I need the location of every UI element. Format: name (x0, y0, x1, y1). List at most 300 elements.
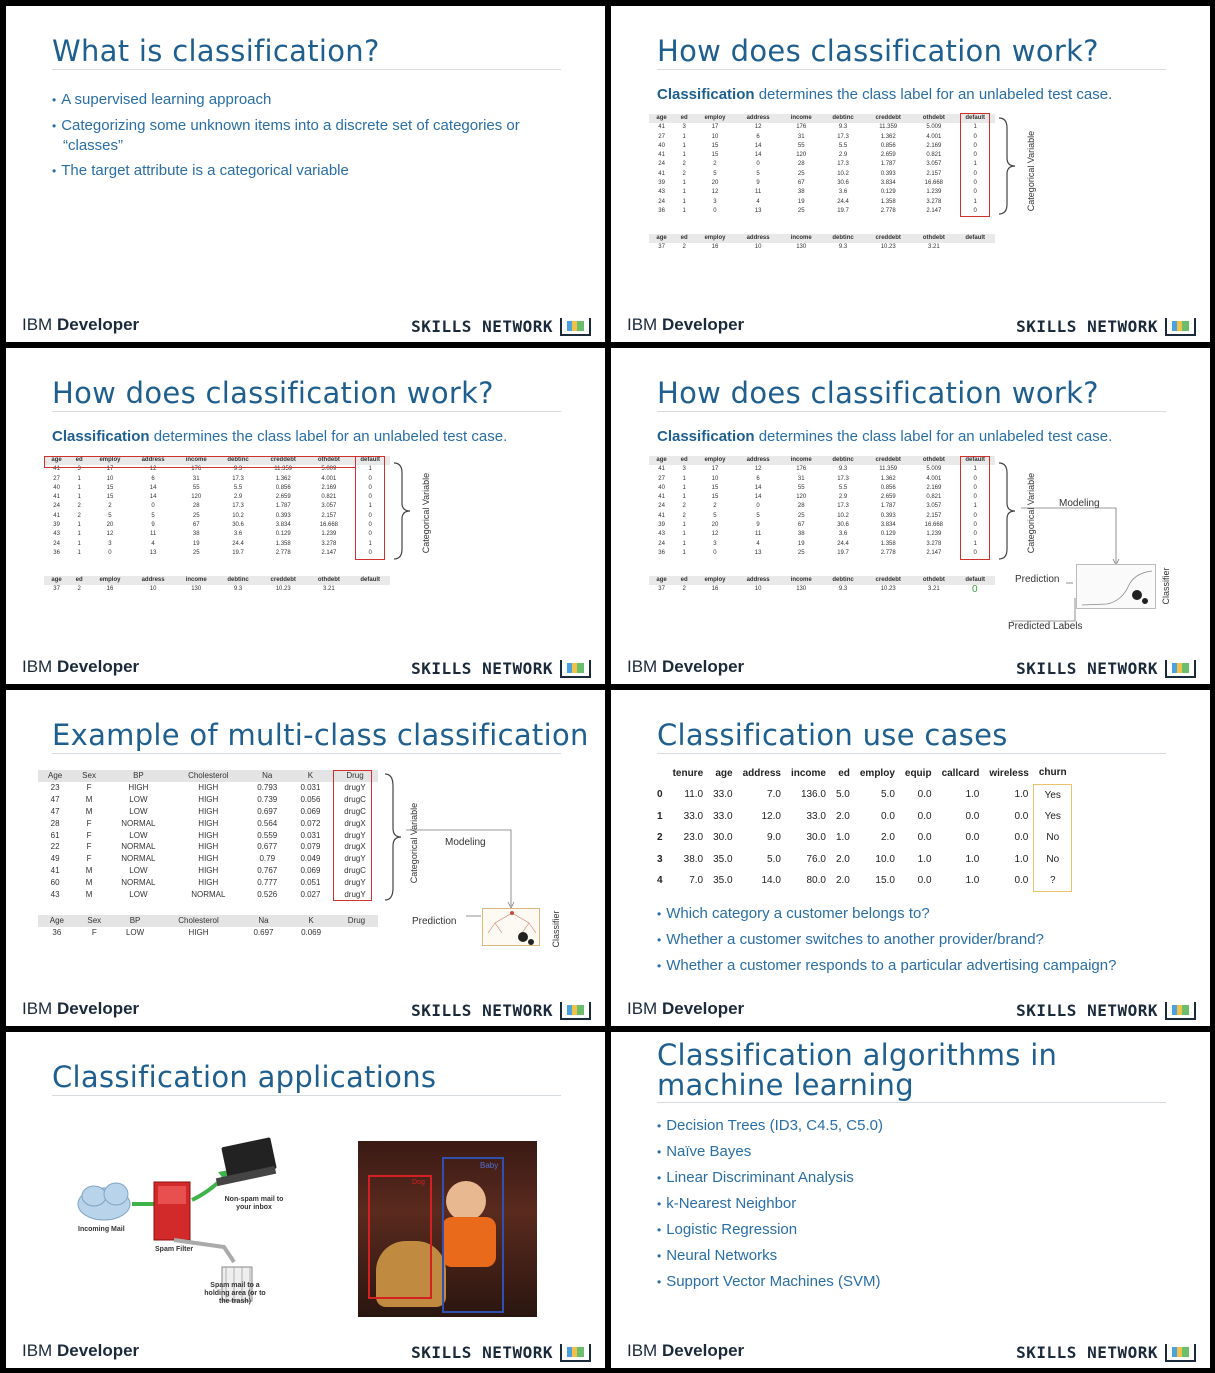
slide-how-classification-works-3 (611, 348, 1210, 684)
table-cell: 0 (973, 189, 977, 196)
table-cell (335, 927, 378, 939)
table-cell: 16.668 (924, 180, 944, 187)
table-cell: 31 (797, 133, 805, 140)
ibm-developer-logo: IBM Developer (627, 315, 745, 334)
table-cell: 0 (973, 207, 977, 214)
row-highlight (44, 456, 356, 468)
table-cell: 1.362 (880, 133, 896, 140)
table-row (38, 830, 378, 842)
table-cell: 2.147 (926, 207, 942, 214)
table-cell: 0.051 (300, 878, 321, 888)
table-cell: 0.0 (917, 810, 932, 822)
table-cell: 7.0 (689, 875, 704, 887)
table-cell: 5.0 (880, 789, 895, 801)
table-cell: 120 (796, 494, 807, 501)
table-cell: 0 (108, 549, 112, 556)
table-cell: 1 (973, 540, 977, 547)
table-cell: 1 (682, 189, 686, 196)
table-cell: 1.0 (835, 832, 850, 844)
table-cell: 0.677 (257, 842, 278, 852)
target-column-highlight (960, 113, 990, 217)
table-cell: 43 (658, 189, 665, 196)
column-header: employ (89, 576, 131, 585)
table-cell: 41 (658, 466, 665, 473)
slide-title: How does classification work? (52, 378, 561, 412)
table-cell: 38 (797, 189, 805, 196)
column-header: K (289, 770, 332, 782)
table-cell: HIGH (198, 878, 219, 888)
table-cell: 24 (658, 503, 665, 510)
bullet-list (657, 1116, 1162, 1298)
table-cell: 1.0 (1014, 789, 1029, 801)
table-cell: 15 (711, 494, 719, 501)
test-row (649, 243, 995, 252)
table-cell: 0 (713, 549, 717, 556)
table-cell: 19 (797, 198, 805, 205)
bullet-list (657, 904, 1162, 982)
column-header: debtinc (822, 114, 864, 123)
table-cell: 0 (973, 512, 977, 519)
table-cell: 3 (682, 124, 686, 131)
skills-network-logo: SKILLS NETWORK (411, 1343, 591, 1362)
skills-network-logo: SKILLS NETWORK (1016, 1343, 1196, 1362)
column-header: debtinc (822, 234, 864, 243)
table-cell: 25 (797, 512, 805, 519)
table-cell: 33.0 (713, 810, 733, 822)
table-cell: 27 (658, 475, 665, 482)
table-cell: 5.5 (233, 484, 243, 491)
table-cell: 0.777 (257, 878, 278, 888)
column-header: Na (246, 770, 289, 782)
table-cell: 41 (658, 124, 665, 131)
table-cell: 19.7 (837, 549, 849, 556)
table-cell: 3 (682, 466, 686, 473)
table-cell: 40 (53, 484, 60, 491)
column-header: income (780, 456, 822, 465)
bullet-item: • The target attribute is a categorical variable (52, 161, 557, 181)
column-header: ed (674, 234, 694, 243)
table-row (38, 877, 378, 889)
column-header: creddebt (864, 234, 912, 243)
ibm-developer-logo: IBM Developer (22, 1341, 140, 1360)
table-cell: 9.0 (767, 832, 781, 844)
table-cell: 3 (77, 466, 81, 473)
book-icon (560, 318, 591, 336)
table-cell: 76.0 (806, 853, 826, 865)
book-icon (1165, 318, 1196, 336)
table-cell: 17.3 (837, 133, 849, 140)
table-cell: 3.278 (321, 540, 337, 547)
table-row (38, 794, 378, 806)
table-cell: 0 (973, 484, 977, 491)
column-header: ed (69, 576, 89, 585)
table-cell: 10.23 (880, 244, 896, 251)
table-cell: 30.0 (806, 832, 826, 844)
table-cell: 1 (77, 549, 81, 556)
table-cell: 28 (797, 503, 805, 510)
column-header: Drug (335, 915, 378, 927)
table-cell: 0 (713, 207, 717, 214)
table-cell: 5.0 (767, 853, 781, 865)
table-cell: HIGH (198, 866, 219, 876)
column-header: ed (674, 114, 694, 123)
book-icon (1165, 1002, 1196, 1020)
table-cell: 0.856 (275, 484, 291, 491)
table-cell: 9 (151, 522, 155, 529)
table-cell: LOW (129, 806, 148, 816)
table-cell: 1.787 (880, 161, 896, 168)
table-cell: 5 (713, 170, 717, 177)
table-cell: NORMAL (121, 854, 156, 864)
modeling-label: Modeling (1059, 498, 1100, 509)
table-cell: 12 (711, 531, 719, 538)
table-cell: 3.21 (323, 586, 335, 593)
table-cell: 3 (713, 198, 717, 205)
column-header: creddebt (259, 456, 307, 465)
table-row (38, 841, 378, 853)
table-cell: 24.4 (837, 540, 849, 547)
table-cell: drugY (344, 890, 366, 900)
table-cell: 176 (796, 124, 807, 131)
table-cell: LOW (129, 866, 148, 876)
table-cell: 1 (682, 522, 686, 529)
column-header: address (742, 767, 781, 779)
bullet-item: • Logistic Regression (657, 1220, 1162, 1240)
table-cell: 16.668 (924, 522, 944, 529)
slide-how-classification-works-2 (6, 348, 605, 684)
skills-network-logo: SKILLS NETWORK (411, 317, 591, 336)
table-cell: 0 (973, 152, 977, 159)
column-header: wireless (989, 767, 1029, 779)
slide-how-classification-works-1 (611, 6, 1210, 342)
table-cell: 17.3 (232, 475, 244, 482)
table-cell: 24 (658, 540, 665, 547)
column-header: ed (69, 456, 89, 465)
table-cell: 0 (368, 549, 372, 556)
column-header: age (649, 114, 674, 123)
column-header: default (350, 456, 390, 465)
table-cell: 41 (53, 512, 60, 519)
table-cell: F (86, 830, 92, 840)
spam-label: Spam mail to a holding area (or to the trash) (204, 1282, 266, 1305)
table-cell: HIGH (198, 830, 219, 840)
ibm-developer-logo: IBM Developer (627, 657, 745, 676)
table-cell: 2 (77, 586, 81, 593)
table-cell: 2 (77, 503, 81, 510)
table-cell: 4.001 (926, 475, 942, 482)
table-cell: F (91, 927, 97, 937)
prediction-label: Prediction (412, 916, 457, 927)
column-header: employ (694, 234, 736, 243)
column-header: BP (106, 770, 171, 782)
column-header: default (350, 576, 390, 585)
table-cell: 16.668 (319, 522, 339, 529)
table-row (38, 889, 378, 901)
table-cell: 0.821 (926, 152, 942, 159)
table-cell: 24.4 (232, 540, 244, 547)
table-row (649, 521, 995, 530)
table-cell: 9 (756, 180, 760, 187)
table-cell: 1.0 (1014, 853, 1029, 865)
table-cell: 0.0 (965, 832, 980, 844)
column-header: othdebt (912, 576, 955, 585)
column-header: creddebt (259, 576, 307, 585)
table-cell: 3.057 (926, 161, 942, 168)
table-cell: 0.821 (926, 494, 942, 501)
table-cell: 14 (149, 484, 157, 491)
table-cell: 24 (658, 161, 665, 168)
table-cell: 176 (796, 466, 807, 473)
incoming-mail-label: Incoming Mail (78, 1226, 125, 1233)
table-cell: 55 (797, 484, 805, 491)
brace-icon (392, 461, 412, 561)
table-cell: 1.358 (880, 540, 896, 547)
table-cell: 38.0 (683, 853, 704, 865)
table-row (649, 540, 995, 549)
table-cell: 13 (754, 207, 762, 214)
table-cell: 12 (149, 466, 157, 473)
table-cell: 4 (756, 540, 760, 547)
table-cell: LOW (129, 794, 148, 804)
table-cell: 40 (658, 142, 665, 149)
table-cell: 47 (50, 794, 60, 804)
table-cell: 4 (151, 540, 155, 547)
table-cell: 41 (53, 466, 60, 473)
table-cell: 43 (658, 531, 665, 538)
table-cell: 2 (77, 512, 81, 519)
table-cell: 0.069 (300, 866, 321, 876)
table-cell: 5.0 (835, 789, 850, 801)
table-cell: 2.169 (321, 484, 337, 491)
table-cell: 1 (77, 494, 81, 501)
table-cell: 24 (658, 198, 665, 205)
column-header: Sex (72, 770, 106, 782)
column-header: ed (838, 767, 850, 779)
table-cell: 0 (368, 494, 372, 501)
table-cell: 24 (53, 540, 60, 547)
bullet-item: • Support Vector Machines (SVM) (657, 1272, 1162, 1292)
table-cell: 10.2 (837, 512, 849, 519)
table-cell: 2.0 (880, 832, 895, 844)
table-cell: 2.659 (880, 494, 896, 501)
table-cell: 2.147 (926, 549, 942, 556)
table-row (38, 853, 378, 865)
table-cell: 0.0 (1014, 875, 1029, 887)
table-cell: 5.009 (321, 466, 337, 473)
predicted-value: 0 (972, 584, 978, 595)
table-cell: 10 (711, 475, 719, 482)
table-cell: 0 (657, 789, 663, 801)
table-cell: 10 (754, 586, 762, 593)
table-cell: 1 (682, 549, 686, 556)
table-cell: 1.0 (965, 875, 980, 887)
table-cell: 3.834 (275, 522, 291, 529)
table-cell: 1 (77, 484, 81, 491)
training-data-table (44, 456, 390, 558)
target-column-highlight (333, 770, 372, 901)
table-cell: 6 (151, 475, 155, 482)
table-cell: 5 (108, 512, 112, 519)
table-row (649, 484, 995, 493)
column-header: callcard (941, 767, 980, 779)
table-cell: 0.0 (917, 875, 932, 887)
table-cell: 1.362 (275, 475, 291, 482)
table-row (655, 870, 1072, 892)
table-cell: 11.359 (879, 466, 898, 473)
table-cell: M (85, 878, 93, 888)
table-row (655, 784, 1072, 806)
column-header: ed (674, 456, 694, 465)
table-cell: 1 (682, 531, 686, 538)
table-cell: 1 (368, 540, 372, 547)
table-cell: 1.0 (917, 853, 932, 865)
table-row (44, 521, 390, 530)
table-row (655, 806, 1072, 828)
table-cell: 16 (711, 586, 719, 593)
ibm-developer-logo: IBM Developer (22, 999, 140, 1018)
table-cell: 11 (149, 531, 157, 538)
table-cell: 17.3 (232, 503, 244, 510)
column-header: age (715, 767, 733, 779)
table-header-row (44, 576, 390, 585)
column-header: churn (1038, 767, 1067, 779)
table-cell: 10 (711, 133, 719, 140)
table-cell: 2 (682, 512, 686, 519)
table-cell: 1.239 (926, 531, 942, 538)
skills-network-logo: SKILLS NETWORK (1016, 317, 1196, 336)
table-cell: 1.0 (965, 789, 980, 801)
column-header: othdebt (912, 456, 955, 465)
column-header: employ (694, 576, 736, 585)
table-header-row (655, 762, 1072, 784)
bullet-item: • Naïve Bayes (657, 1142, 1162, 1162)
table-cell: No (1034, 827, 1072, 849)
slide-multi-class-example (6, 690, 605, 1026)
classifier-label: Classifier (551, 910, 561, 948)
table-cell: 2.157 (321, 512, 337, 519)
table-cell: 27 (658, 133, 665, 140)
table-cell: 0.856 (880, 142, 896, 149)
churn-table (655, 762, 1072, 892)
table-cell: 19.7 (232, 549, 244, 556)
test-case-table (649, 234, 995, 253)
bullet-item: • A supervised learning approach (52, 90, 557, 110)
table-row (649, 133, 995, 142)
table-cell: 2.778 (275, 549, 291, 556)
categorical-variable-label: Categorical Variable (1026, 130, 1036, 212)
table-cell: HIGH (198, 818, 219, 828)
table-cell: 23.0 (683, 832, 704, 844)
table-cell: 41 (658, 170, 665, 177)
column-header: Cholesterol (171, 770, 246, 782)
table-row (649, 151, 995, 160)
table-row (649, 549, 995, 558)
table-cell: drugY (344, 830, 366, 840)
table-header-row (649, 114, 995, 123)
table-cell: 0.739 (257, 794, 278, 804)
table-cell: 0 (973, 475, 977, 482)
table-cell: 35.0 (713, 875, 733, 887)
table-cell: 41 (658, 512, 665, 519)
table-cell: 2.0 (835, 810, 850, 822)
table-cell: 1 (682, 540, 686, 547)
table-cell: 15 (711, 152, 719, 159)
table-cell: 17.3 (837, 475, 849, 482)
table-cell: 28 (797, 161, 805, 168)
table-cell: HIGH (198, 842, 219, 852)
table-cell: 41 (658, 152, 665, 159)
table-cell: 1.239 (321, 531, 337, 538)
table-cell: 0 (756, 161, 760, 168)
table-cell: 41 (50, 866, 60, 876)
slide-subtitle: Classification determines the class label for an unlabeled test case. (657, 86, 1113, 103)
table-cell: Yes (1034, 806, 1072, 828)
table-cell: 40 (658, 484, 665, 491)
table-cell: 27 (53, 475, 60, 482)
table-cell: 2 (713, 503, 717, 510)
categorical-variable-label: Categorical Variable (421, 472, 431, 554)
table-cell: 1.787 (880, 503, 896, 510)
table-cell: 2.169 (926, 142, 942, 149)
training-data-table (649, 114, 995, 216)
test-row (649, 585, 995, 594)
slide-applications (6, 1032, 605, 1368)
table-cell: 19 (797, 540, 805, 547)
table-cell: 55 (797, 142, 805, 149)
column-header: age (649, 576, 674, 585)
column-header: debtinc (217, 576, 259, 585)
table-cell: 10.23 (880, 586, 896, 593)
bullet-item: • Categorizing some unknown items into a discrete set of categories or “classes” (52, 116, 557, 155)
table-cell: No (1034, 849, 1072, 871)
table-cell: 15 (106, 494, 114, 501)
column-header: tenure (672, 767, 704, 779)
modeling-label: Modeling (445, 837, 486, 848)
classifier-box (482, 908, 540, 946)
table-row (649, 170, 995, 179)
table-cell: 12 (754, 124, 762, 131)
baby-label: Baby (480, 1161, 499, 1170)
table-cell: 3.278 (926, 540, 942, 547)
table-cell: 1 (77, 531, 81, 538)
table-cell: 19 (192, 540, 200, 547)
table-cell: 33.0 (806, 810, 826, 822)
drug-training-table (38, 770, 378, 901)
table-cell: LOW (125, 927, 145, 937)
table-cell: 5.5 (838, 142, 848, 149)
column-header: age (649, 234, 674, 243)
table-cell: 41 (53, 494, 60, 501)
table-cell: 41 (658, 494, 665, 501)
column-header: employ (859, 767, 895, 779)
table-cell: 11.359 (274, 466, 293, 473)
non-spam-label: Non-spam mail to your inbox (224, 1196, 284, 1211)
table-cell: F (86, 842, 92, 852)
column-header: income (175, 576, 217, 585)
table-cell: 0.069 (301, 927, 322, 937)
table-cell: 2 (682, 170, 686, 177)
column-header: debtinc (822, 576, 864, 585)
table-cell: 5.009 (926, 466, 942, 473)
table-cell: M (85, 890, 93, 900)
slide-title: How does classification work? (657, 378, 1166, 412)
prediction-label: Prediction (1015, 574, 1060, 585)
table-cell: 6 (756, 475, 760, 482)
table-cell: 36 (53, 549, 60, 556)
table-cell: 17 (711, 466, 719, 473)
target-column-highlight (355, 456, 385, 560)
table-row (655, 849, 1072, 871)
